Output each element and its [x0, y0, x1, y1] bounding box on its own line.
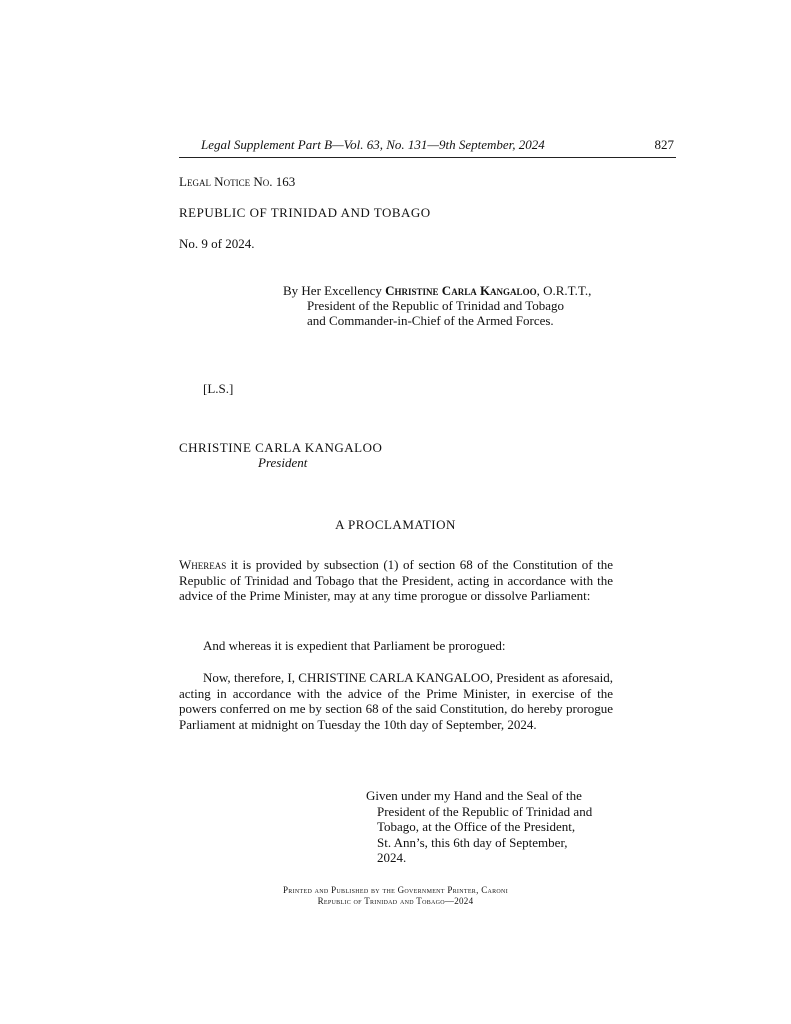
- excellency-line-2: President of the Republic of Trinidad and Tobago: [307, 298, 565, 313]
- excellency-prefix: By Her Excellency: [283, 283, 386, 298]
- given-line-2: President of the Republic of Trinidad and: [377, 803, 593, 819]
- proclamation-number: No. 9 of 2024.: [179, 236, 255, 251]
- now-therefore-paragraph: Now, therefore, I, CHRISTINE CARLA KANGALOO, President as aforesaid, acting in accordance with the advice of the Prime Minister, in exercise of the powers conferred on me by section 68 of the said Constitution, do hereby prorogue Parliament at midnight on Tuesday the 10th day of September, 2024.: [179, 670, 613, 732]
- signature-title: President: [258, 455, 308, 470]
- given-under-block: [366, 788, 613, 866]
- proclamation-heading-text: A PROCLAMATION: [335, 517, 456, 532]
- excellency-name: Christine Carla Kangaloo: [385, 283, 537, 298]
- seal-marker: [L.S.]: [203, 381, 234, 396]
- page-number: 827: [654, 137, 674, 152]
- excellency-suffix: , O.R.T.T.,: [536, 283, 592, 298]
- and-whereas-paragraph: And whereas it is expedient that Parliament be prorogued:: [203, 638, 506, 653]
- footer-line-2: Republic of Trinidad and Tobago—2024: [317, 896, 474, 906]
- excellency-block: [283, 283, 623, 328]
- republic-heading: REPUBLIC OF TRINIDAD AND TOBAGO: [179, 205, 431, 220]
- whereas-text: it is provided by subsection (1) of section 68 of the Constitution of the Republic of Trinidad and Tobago that the President, acting in accordance with the advice of the Prime Minister, may at any time prorogue or dissolve Parliament:: [179, 557, 613, 603]
- running-header: [179, 137, 676, 158]
- excellency-line-1: [283, 283, 623, 298]
- given-line-1: Given under my Hand and the Seal of the: [366, 788, 582, 803]
- printer-footer: [0, 885, 791, 907]
- proclamation-heading: [0, 517, 791, 533]
- signature-name: CHRISTINE CARLA KANGALOO: [179, 440, 383, 455]
- given-line-5: 2024.: [377, 850, 407, 865]
- legal-notice-number: Legal Notice No. 163: [179, 174, 296, 189]
- header-title: Legal Supplement Part B—Vol. 63, No. 131—9th September, 2024: [201, 137, 545, 152]
- whereas-word: Whereas: [179, 557, 227, 572]
- excellency-line-3: and Commander-in-Chief of the Armed Forces.: [307, 313, 554, 328]
- footer-line-1: Printed and Published by the Government Printer, Caroni: [282, 885, 508, 895]
- whereas-paragraph: [179, 557, 613, 604]
- given-line-3: Tobago, at the Office of the President,: [377, 819, 576, 834]
- given-line-4: St. Ann’s, this 6th day of September,: [377, 834, 568, 850]
